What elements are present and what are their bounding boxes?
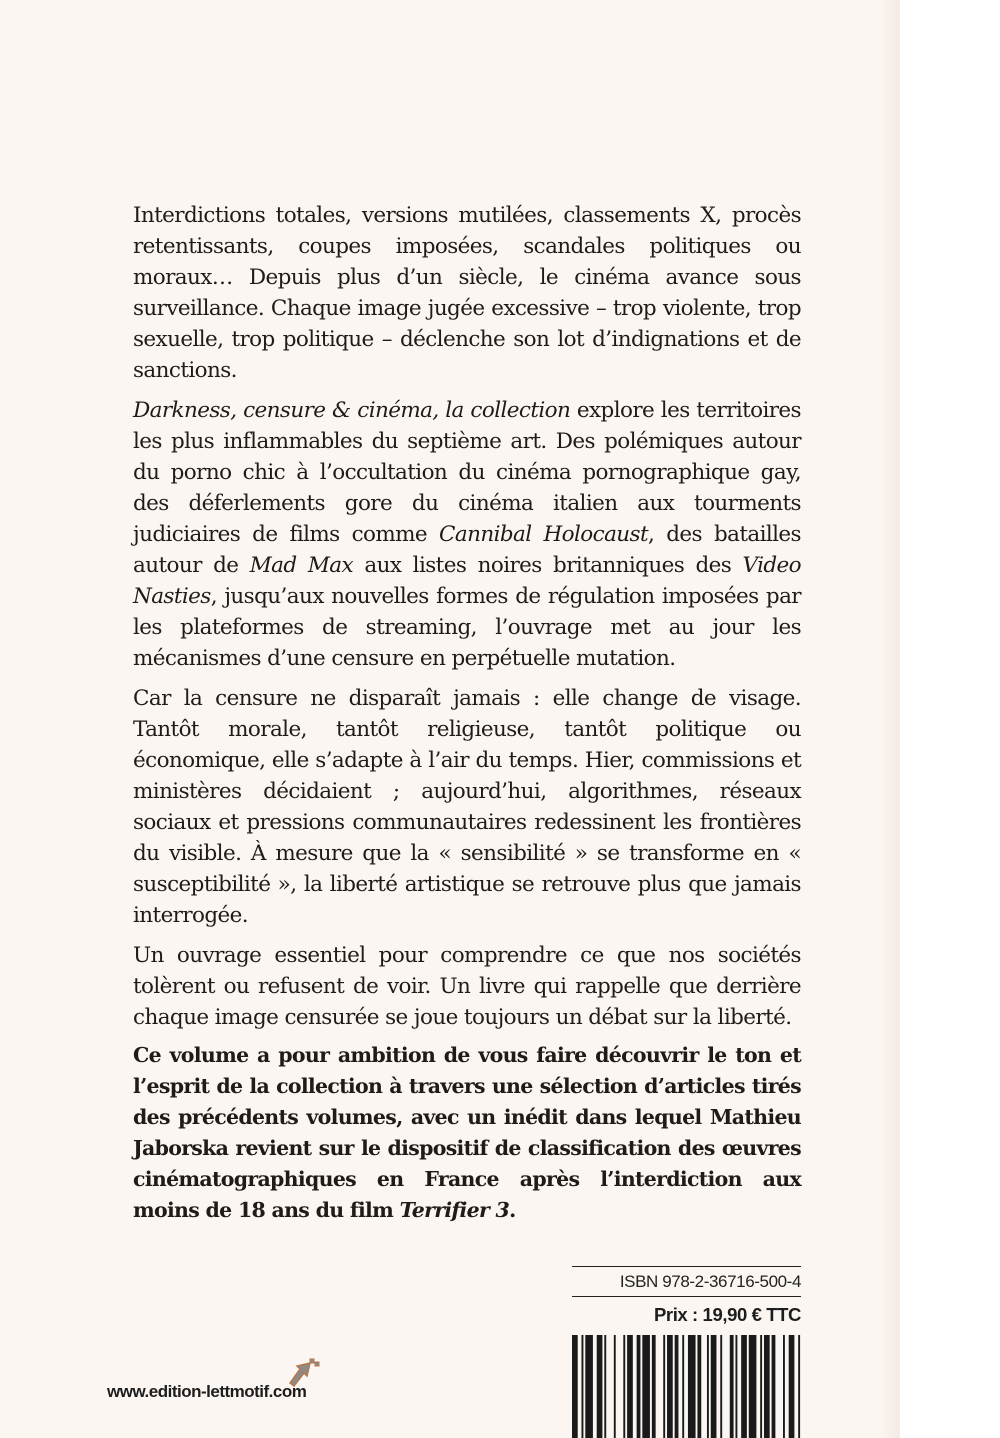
text-run: , des batailles autour de	[133, 522, 801, 578]
isbn-label: ISBN 978-2-36716-500-4	[572, 1266, 801, 1297]
italic-title: Mad Max	[249, 553, 354, 578]
italic-title: Video Nasties	[133, 553, 801, 609]
text-run: , jusqu’aux nouvelles formes de régulation imposées par les plateformes de streaming, l’ouvrage met au jour les mécanismes d’une censure en perpétuelle mutation.	[133, 584, 801, 671]
italic-title: Terrifier 3	[399, 1198, 510, 1222]
price-label: Prix : 19,90 € TTC	[653, 1304, 801, 1325]
blurb-paragraph	[133, 940, 801, 1033]
text-run: .	[509, 1198, 516, 1222]
italic-title: Cannibal Holocaust	[439, 522, 649, 547]
collection-summary	[133, 1040, 801, 1226]
blurb-paragraph	[133, 200, 801, 386]
blurb-paragraph	[133, 395, 801, 674]
cover-spine-edge	[880, 0, 900, 1438]
text-run: Ce volume a pour ambition de vous faire découvrir le ton et l’esprit de la collection à travers une sélection d’articles tirés des précédents volumes, avec un inédit dans lequel Mathieu Jaborska revient sur le dispositif de classification des œuvres cinématographiques en France après l’interdiction aux moins de 18 ans du film	[133, 1043, 801, 1222]
text-run: Car la censure ne disparaît jamais : elle change de visage. Tantôt morale, tantôt religieuse, tantôt politique ou économique, elle s’adapte à l’air du temps. Hier, commissions et ministères décidaient ; aujourd’hui, algorithmes, réseaux sociaux et pressions communautaires redessinent les frontières du visible. À mesure que la « sensibilité » se transforme en « susceptibilité », la liberté artistique se retrouve plus que jamais interrogée.	[133, 686, 801, 928]
publisher-website-link[interactable]: www.edition-lettmotif.com	[107, 1382, 307, 1401]
publisher-arrow-logo-icon	[286, 1357, 326, 1387]
barcode	[572, 1335, 802, 1438]
text-run: Interdictions totales, versions mutilées, classements X, procès retentissants, coupes imposées, scandales politiques ou moraux… Depuis plus d’un siècle, le cinéma avance sous surveillance. Chaque image jugée excessive – trop violente, trop sexuelle, trop politique – déclenche son lot d’indignations et de sanctions.	[133, 203, 801, 383]
text-run: aux listes noires britanniques des	[353, 553, 743, 578]
text-run: Un ouvrage essentiel pour comprendre ce que nos sociétés tolèrent ou refusent de voir. Un livre qui rappelle que derrière chaque image censurée se joue toujours un débat sur la liberté.	[133, 943, 801, 1030]
text-run: explore les territoires les plus inflammables du septième art. Des polémiques autour du porno chic à l’occultation du cinéma pornographique gay, des déferlements gore du cinéma italien aux tourments judiciaires de films comme	[133, 398, 801, 547]
italic-title: Darkness, censure & cinéma, la collection	[133, 398, 571, 423]
blurb-paragraph	[133, 683, 801, 931]
blurb-text	[133, 200, 801, 1042]
